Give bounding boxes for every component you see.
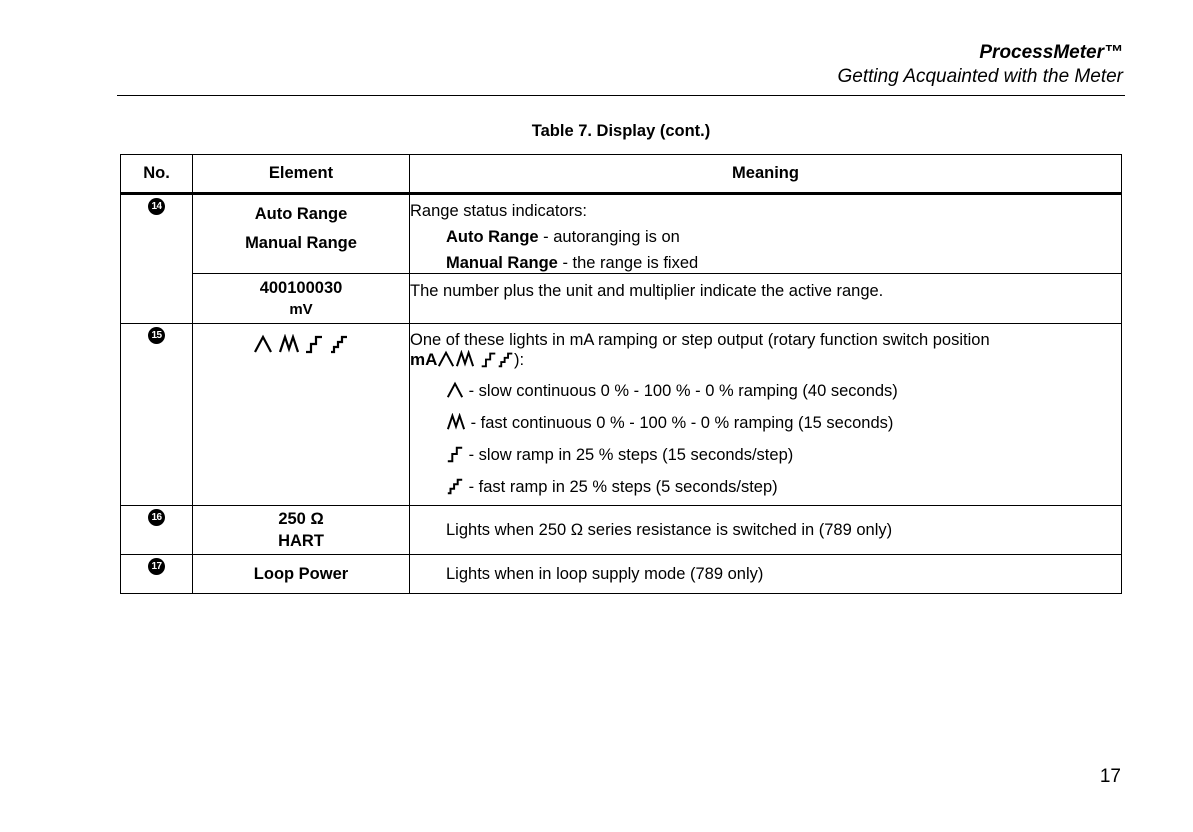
close-paren: ): [514, 351, 525, 369]
list-item [410, 381, 1121, 401]
term-description: - autoranging is on [538, 228, 680, 246]
element-label: mV [289, 301, 313, 318]
element-label: 250 Ω [278, 510, 324, 528]
list-item [410, 413, 1121, 433]
meaning-cell [410, 506, 1122, 555]
list-item-text: - slow ramp in 25 % steps (15 seconds/step) [468, 446, 794, 464]
element-label: Loop Power [253, 564, 349, 583]
meaning-text [410, 254, 1121, 273]
table-row [121, 506, 1122, 555]
display-table [120, 154, 1122, 594]
meaning-cell [410, 555, 1122, 594]
header-title: ProcessMeter™ [979, 42, 1123, 63]
row-number-cell [121, 194, 193, 324]
element-cell [193, 506, 410, 555]
meaning-text: Lights when in loop supply mode (789 only) [446, 564, 764, 583]
page-number: 17 [1099, 766, 1121, 787]
element-cell [193, 555, 410, 594]
fast-step-icon [446, 477, 464, 495]
fast-ramp-icon [455, 350, 475, 368]
row-number-cell [121, 555, 193, 594]
table-header-row [121, 155, 1122, 194]
term-label: Manual Range [446, 254, 558, 272]
meaning-cell [410, 194, 1122, 274]
element-cell [193, 194, 410, 274]
meaning-text: Lights when 250 Ω series resistance is switched in (789 only) [446, 520, 893, 539]
list-item-text: - slow continuous 0 % - 100 % - 0 % ramping (40 seconds) [468, 382, 898, 400]
meaning-text [410, 228, 1121, 247]
table-row [121, 555, 1122, 594]
header-subtitle: Getting Acquainted with the Meter [837, 66, 1123, 87]
column-header-element: Element [193, 155, 410, 194]
column-header-no: No. [121, 155, 193, 194]
fast-step-icon [329, 334, 349, 354]
ma-label: mA [410, 350, 438, 369]
row-number-badge: 15 [148, 327, 165, 344]
slow-ramp-icon [437, 350, 455, 368]
fast-ramp-icon [446, 413, 466, 431]
slow-step-icon [304, 334, 324, 354]
meaning-text [410, 350, 1121, 370]
row-number-badge: 14 [148, 198, 165, 215]
ramp-icon-group [193, 334, 409, 356]
element-cell [193, 274, 410, 324]
element-label: HART [278, 532, 324, 550]
meaning-cell [410, 324, 1122, 506]
table-caption: Table 7. Display (cont.) [531, 122, 711, 140]
slow-step-icon [480, 351, 497, 368]
row-number-cell [121, 324, 193, 506]
row-number-badge: 16 [148, 509, 165, 526]
list-item [410, 445, 1121, 465]
fast-step-icon [497, 351, 514, 368]
meaning-cell [410, 274, 1122, 324]
term-description: - the range is fixed [557, 254, 699, 272]
element-label: 400100030 [259, 279, 343, 297]
table-row [121, 274, 1122, 324]
row-number-cell [121, 506, 193, 555]
element-label: Manual Range [245, 234, 357, 252]
list-item [410, 477, 1121, 497]
header-rule [117, 95, 1125, 96]
term-label: Auto Range [446, 228, 539, 246]
slow-ramp-icon [253, 334, 273, 354]
fast-ramp-icon [278, 334, 300, 354]
slow-ramp-icon [446, 381, 464, 399]
list-item-text: - fast continuous 0 % - 100 % - 0 % ramping (15 seconds) [470, 414, 894, 432]
meaning-text: One of these lights in mA ramping or step output (rotary function switch position [410, 331, 990, 349]
column-header-meaning: Meaning [410, 155, 1122, 194]
element-cell [193, 324, 410, 506]
meaning-text: The number plus the unit and multiplier indicate the active range. [410, 282, 884, 300]
row-number-badge: 17 [148, 558, 165, 575]
table-row [121, 324, 1122, 506]
meaning-text: Range status indicators: [410, 202, 588, 220]
slow-step-icon [446, 445, 464, 463]
table-row [121, 194, 1122, 274]
element-label: Auto Range [254, 205, 348, 223]
list-item-text: - fast ramp in 25 % steps (5 seconds/step) [468, 478, 778, 496]
